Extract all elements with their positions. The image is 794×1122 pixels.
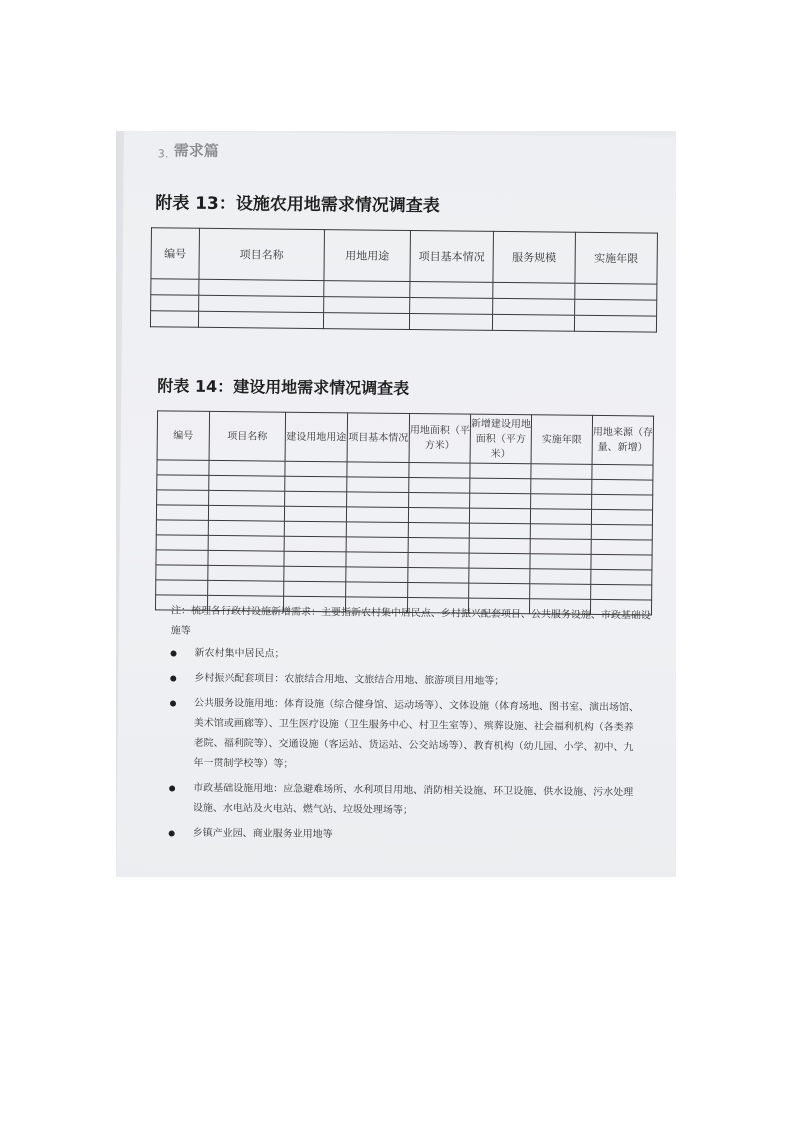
table-cell bbox=[346, 552, 408, 568]
table14-header-row bbox=[157, 411, 653, 465]
table-cell bbox=[409, 493, 470, 509]
table-cell bbox=[209, 490, 285, 506]
table-cell bbox=[591, 569, 652, 585]
bullet-item bbox=[169, 694, 640, 779]
table-cell bbox=[347, 492, 409, 508]
table-cell bbox=[470, 478, 531, 494]
table13-header-cell: 项目基本情况 bbox=[410, 231, 494, 283]
table-cell bbox=[492, 314, 574, 331]
table-cell bbox=[531, 464, 592, 480]
table-cell bbox=[408, 508, 469, 524]
bullet-item bbox=[170, 644, 640, 669]
table-cell bbox=[575, 283, 657, 300]
table-cell bbox=[346, 567, 408, 583]
table-cell bbox=[409, 463, 470, 479]
table-cell bbox=[208, 505, 284, 521]
table-cell bbox=[592, 464, 653, 480]
table-cell bbox=[346, 522, 408, 538]
table-cell bbox=[409, 314, 492, 331]
table-cell bbox=[408, 567, 469, 583]
document-page bbox=[116, 131, 676, 877]
bullet-icon bbox=[169, 786, 175, 792]
table-cell bbox=[408, 522, 469, 538]
table-cell bbox=[324, 297, 410, 314]
table-cell bbox=[208, 580, 284, 596]
table-cell bbox=[408, 552, 469, 568]
table14-title: 附表 14：建设用地需求情况调查表 bbox=[157, 376, 410, 398]
table-cell bbox=[592, 494, 653, 510]
table-cell bbox=[156, 565, 208, 581]
table-cell bbox=[285, 491, 347, 507]
table-cell bbox=[575, 299, 657, 316]
bullet-item bbox=[169, 824, 639, 849]
table-cell bbox=[530, 569, 591, 585]
table13-header-cell: 项目名称 bbox=[199, 228, 325, 280]
section-number: 3. bbox=[157, 147, 169, 161]
table-cell bbox=[323, 313, 409, 330]
bullet-text: 市政基础设施用地：应急避难场所、水利项目用地、消防相关设施、环卫设施、供水设施、污水处理设施、水电站及火电站、燃气站、垃圾处理场等； bbox=[192, 782, 634, 817]
table-cell bbox=[591, 584, 652, 600]
table-cell bbox=[284, 581, 346, 597]
table-cell bbox=[530, 554, 591, 570]
table13-header-cell: 服务规模 bbox=[493, 231, 576, 283]
section-title: 需求篇 bbox=[173, 141, 219, 160]
table14-header-cell: 实施年限 bbox=[531, 415, 593, 465]
table-cell bbox=[157, 490, 209, 506]
table-cell bbox=[150, 311, 198, 328]
table-cell bbox=[591, 554, 652, 570]
table-cell bbox=[199, 295, 324, 312]
table-cell bbox=[408, 537, 469, 553]
table-cell bbox=[410, 298, 493, 315]
table-cell bbox=[285, 476, 347, 492]
bullet-list bbox=[168, 644, 640, 854]
table-cell bbox=[592, 479, 653, 495]
table-cell bbox=[469, 523, 530, 539]
table-cell bbox=[574, 315, 656, 332]
table-cell bbox=[530, 584, 591, 600]
table-cell bbox=[157, 475, 209, 491]
table-cell bbox=[346, 582, 408, 598]
table-cell bbox=[346, 507, 408, 523]
table13 bbox=[150, 227, 658, 332]
table-cell bbox=[493, 282, 575, 299]
table-cell bbox=[408, 582, 469, 598]
table-cell bbox=[493, 298, 575, 315]
table-cell bbox=[469, 508, 530, 524]
table-cell bbox=[208, 550, 284, 566]
table13-header-cell: 实施年限 bbox=[575, 232, 658, 284]
table-cell bbox=[347, 477, 409, 493]
table14-header-cell: 编号 bbox=[157, 411, 210, 461]
table14-header-cell: 建设用地用途 bbox=[285, 412, 348, 462]
table13-body bbox=[150, 279, 656, 332]
table-cell bbox=[209, 460, 285, 476]
bullet-text: 乡镇产业园、商业服务业用地等 bbox=[192, 827, 333, 841]
table-cell bbox=[208, 565, 284, 581]
table-cell bbox=[156, 520, 208, 536]
table-cell bbox=[209, 475, 285, 491]
bullet-text: 公共服务设施用地：体育设施（综合健身馆、运动场等）、文体设施（体育场地、图书室、演出场馆、美术馆或画廊等）、卫生医疗设施（卫生服务中心、村卫生室等）、殡葬设施、社会福利机构（各类养老院、福利院等）、交通设施（客运站、货运站、公交站场等）、教育机构（幼儿园、小学、初中、九年一贯制学校等）等； bbox=[193, 697, 640, 770]
bullet-text: 新农村集中居民点； bbox=[194, 647, 285, 660]
table-cell bbox=[198, 311, 323, 328]
table-cell bbox=[156, 505, 208, 521]
table-cell bbox=[531, 479, 592, 495]
table-cell bbox=[469, 538, 530, 554]
table-cell bbox=[410, 282, 493, 299]
table14-header-cell: 新增建设用地面积（平方米） bbox=[470, 414, 532, 464]
table-cell bbox=[208, 535, 284, 551]
table-cell bbox=[208, 520, 284, 536]
table-cell bbox=[156, 535, 208, 551]
table-cell bbox=[530, 524, 591, 540]
bullet-icon bbox=[169, 831, 175, 837]
table14-header-cell: 项目名称 bbox=[209, 411, 286, 461]
table13-title: 附表 13：设施农用地需求情况调查表 bbox=[155, 193, 440, 217]
table13-header-cell: 编号 bbox=[151, 228, 200, 279]
table-cell bbox=[531, 494, 592, 510]
table-cell bbox=[347, 462, 409, 478]
table-cell bbox=[591, 509, 652, 525]
bullet-item bbox=[169, 779, 639, 824]
table13-header-row bbox=[151, 228, 658, 284]
table-cell bbox=[151, 295, 199, 312]
bullet-icon bbox=[170, 651, 176, 657]
table-cell bbox=[199, 279, 324, 296]
table-cell bbox=[530, 509, 591, 525]
table-cell bbox=[470, 493, 531, 509]
bullet-item bbox=[170, 669, 640, 694]
table-cell bbox=[284, 566, 346, 582]
table14-header-cell: 项目基本情况 bbox=[347, 413, 410, 463]
table-cell bbox=[324, 281, 410, 298]
table14-body bbox=[155, 460, 653, 615]
table-cell bbox=[157, 460, 209, 476]
table14-header-cell: 用地面积（平方米） bbox=[409, 414, 471, 464]
table-cell bbox=[591, 524, 652, 540]
table-cell bbox=[346, 537, 408, 553]
table-cell bbox=[285, 461, 347, 477]
table-cell bbox=[469, 583, 530, 599]
table14-header-cell: 用地来源（存量、新增） bbox=[592, 415, 654, 465]
table-cell bbox=[530, 539, 591, 555]
table-cell bbox=[409, 478, 470, 494]
note-text: 注：梳理各行政村设施新增需求：主要指新农村集中居民点、乡村振兴配套项目、公共服务设施、市政基础设施等 bbox=[170, 605, 652, 637]
table-cell bbox=[284, 506, 346, 522]
table-cell bbox=[284, 521, 346, 537]
bullet-icon bbox=[170, 701, 176, 707]
table13-header-cell: 用地用途 bbox=[324, 230, 411, 282]
table-cell bbox=[151, 279, 199, 296]
table-cell bbox=[469, 568, 530, 584]
table-cell bbox=[591, 539, 652, 555]
table-cell bbox=[156, 550, 208, 566]
table-cell bbox=[156, 580, 208, 596]
bullet-text: 乡村振兴配套项目：农旅结合用地、文旅结合用地、旅游项目用地等； bbox=[194, 672, 505, 688]
bullet-icon bbox=[170, 676, 176, 682]
document-photo bbox=[116, 131, 676, 877]
table14 bbox=[155, 410, 654, 615]
table-cell bbox=[284, 551, 346, 567]
table-cell bbox=[284, 536, 346, 552]
table-cell bbox=[470, 463, 531, 479]
table-cell bbox=[469, 553, 530, 569]
